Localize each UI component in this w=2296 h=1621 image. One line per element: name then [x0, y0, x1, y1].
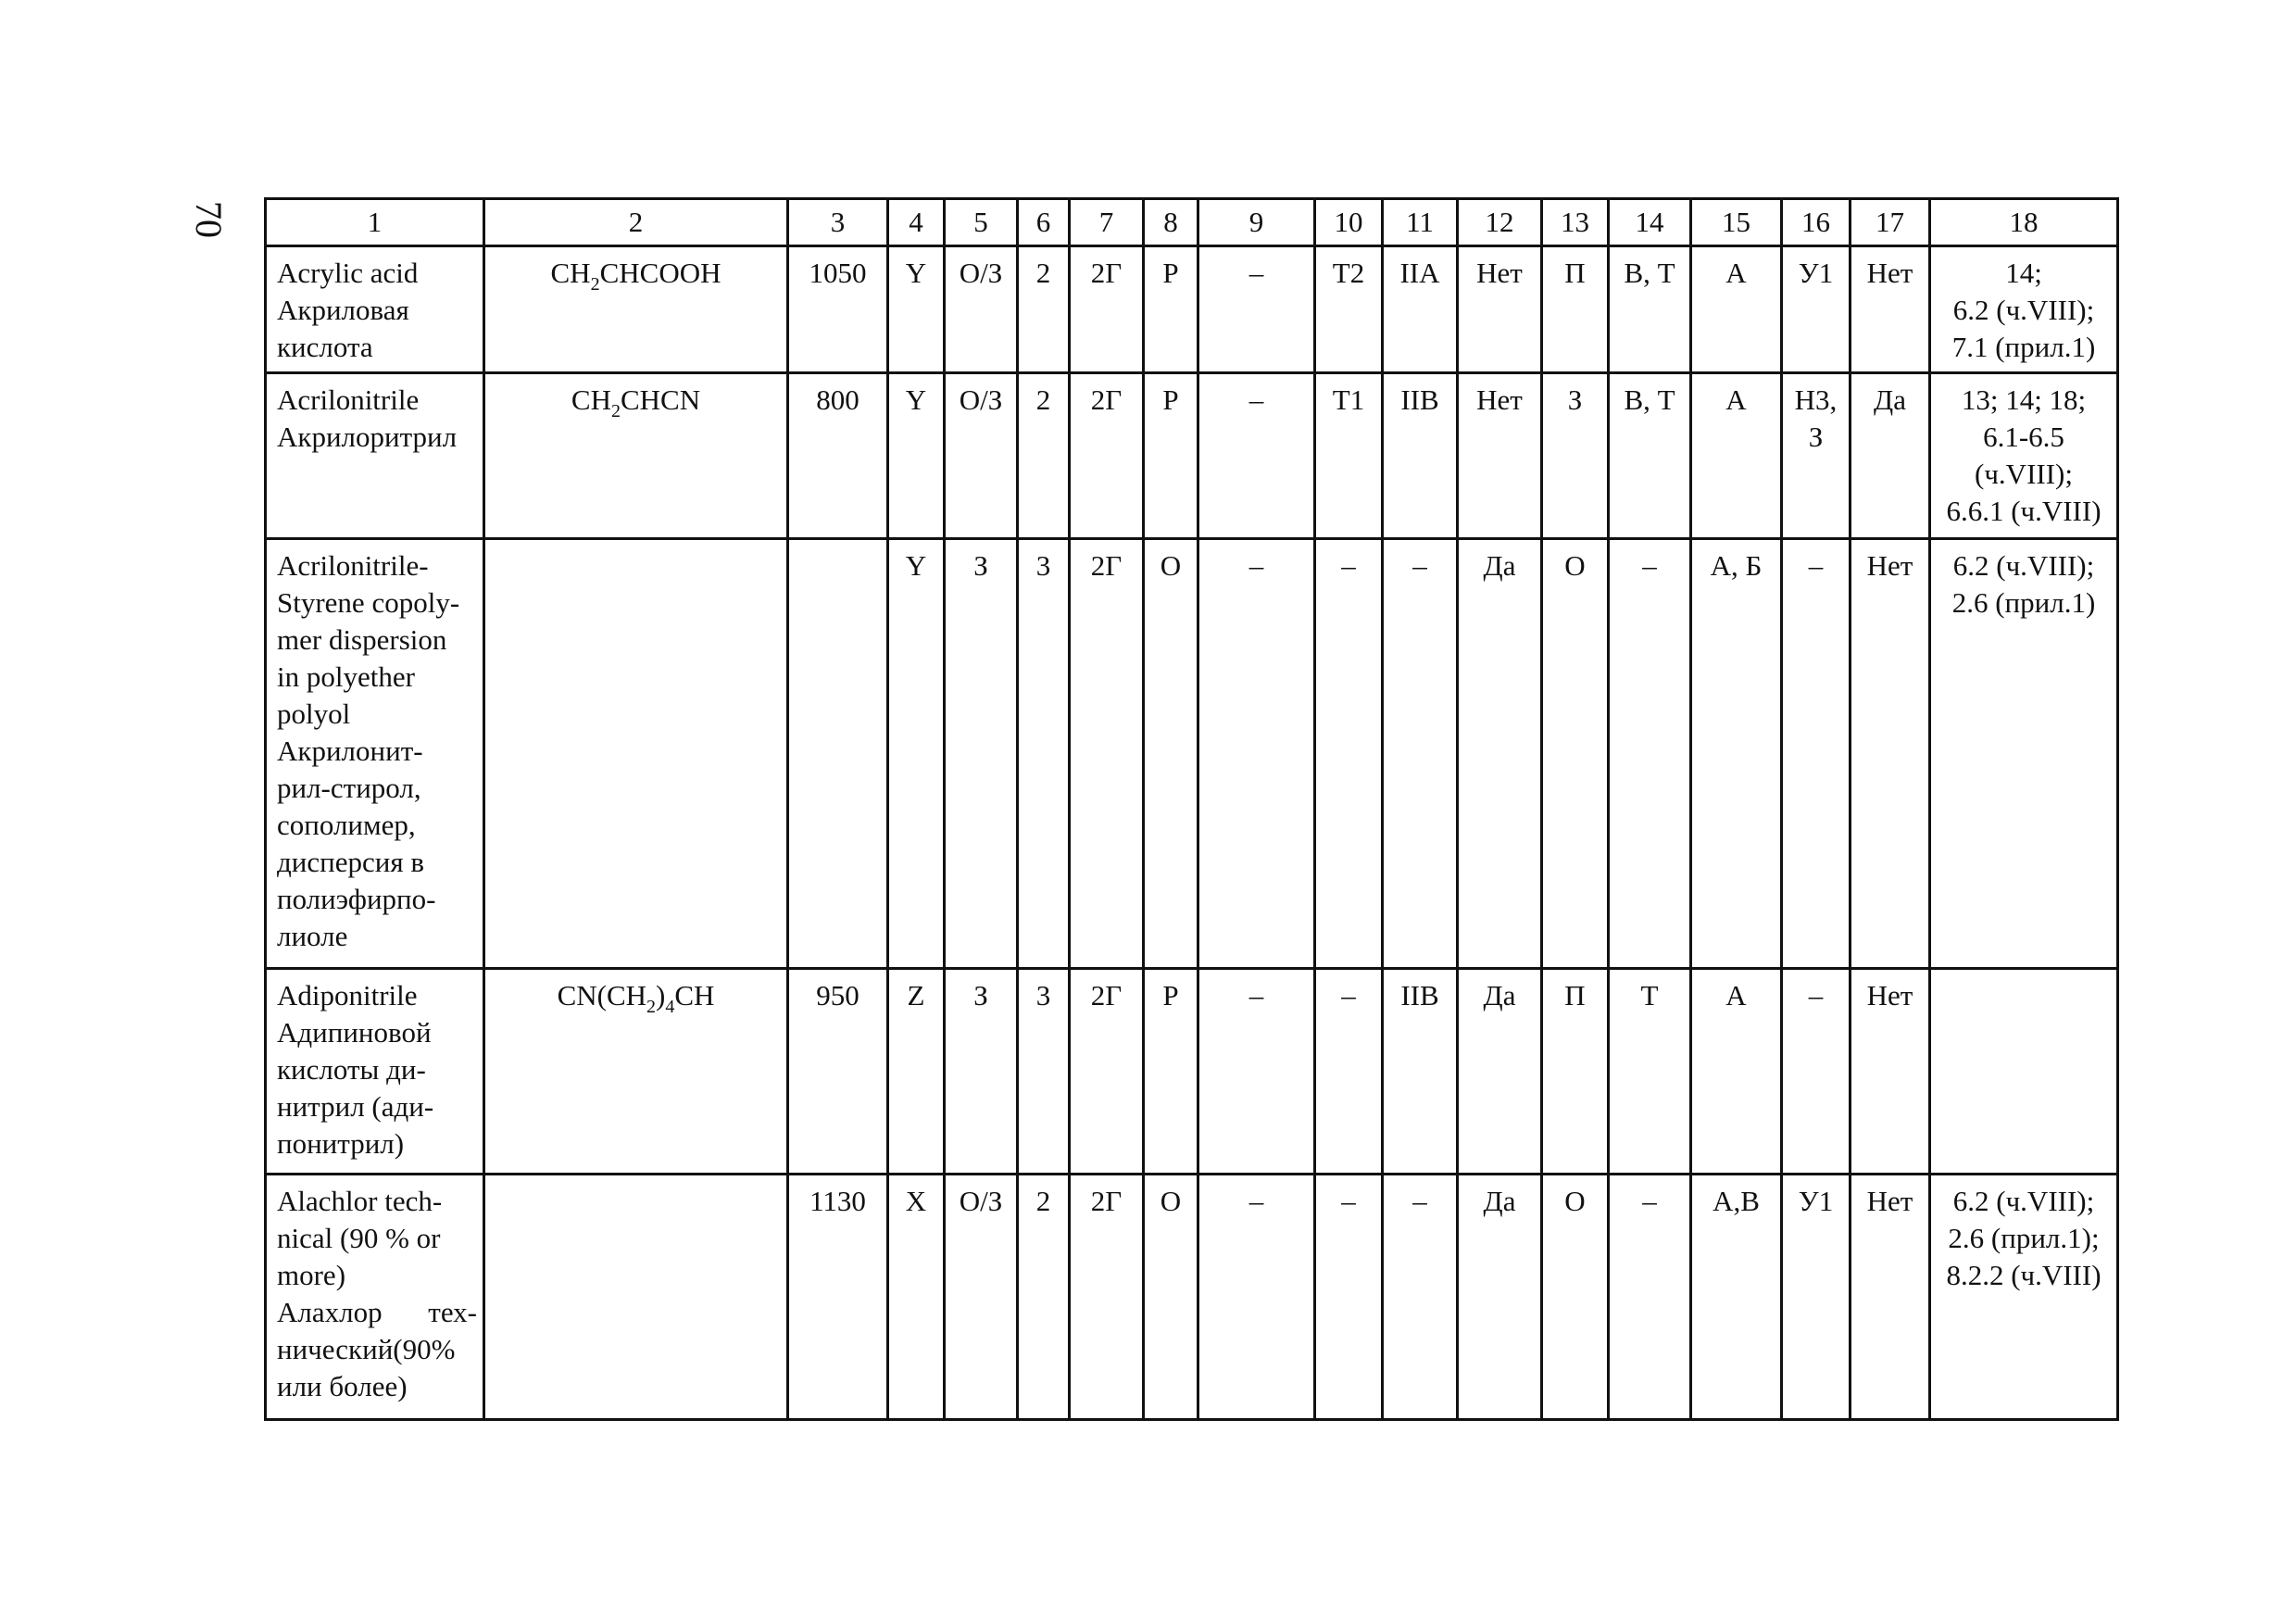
table-cell: – [1198, 246, 1315, 373]
table-cell: Да [1458, 1175, 1542, 1420]
table-cell: У1 [1782, 246, 1851, 373]
table-cell: – [1198, 1175, 1315, 1420]
name-line: Адипиновой [277, 1016, 432, 1049]
table-cell: А, Б [1691, 539, 1782, 969]
name-line: сополимер, [277, 809, 416, 841]
table-cell: А [1691, 373, 1782, 539]
table-cell: Y [888, 539, 945, 969]
table-cell: З [945, 539, 1018, 969]
column-header: 5 [945, 199, 1018, 246]
table-cell: Нет [1458, 373, 1542, 539]
table-cell: 800 [788, 373, 888, 539]
references-cell [1930, 969, 2118, 1175]
page-number: 70 [188, 201, 230, 238]
table-cell: О/З [945, 1175, 1018, 1420]
column-header: 1 [266, 199, 484, 246]
substance-name [266, 539, 484, 969]
column-header: 17 [1851, 199, 1930, 246]
table-cell: 3 [1018, 539, 1070, 969]
table-cell: Р [1144, 246, 1198, 373]
table-cell: 3 [1018, 969, 1070, 1175]
name-line: Алахлор тех- [277, 1296, 477, 1328]
chemical-formula [484, 1175, 788, 1420]
name-line: или более) [277, 1370, 408, 1402]
table-row [266, 1175, 2118, 1420]
table-cell [788, 539, 888, 969]
name-line: рил-стирол, [277, 772, 421, 804]
name-line: in polyether [277, 660, 415, 693]
name-line: Акриловая [277, 294, 409, 326]
table-cell: IIB [1383, 969, 1458, 1175]
table-cell: В, Т [1609, 373, 1691, 539]
chemical-formula [484, 539, 788, 969]
column-header: 8 [1144, 199, 1198, 246]
name-line: нитрил (ади- [277, 1090, 434, 1123]
name-line: дисперсия в [277, 846, 424, 878]
name-line: more) [277, 1259, 346, 1291]
table-cell: А [1691, 969, 1782, 1175]
column-header: 14 [1609, 199, 1691, 246]
table-cell: Р [1144, 969, 1198, 1175]
column-header: 7 [1070, 199, 1144, 246]
table-cell: Т1 [1315, 373, 1383, 539]
table-cell: Да [1458, 539, 1542, 969]
name-line: кислоты ди- [277, 1053, 426, 1086]
chemical-formula: $CN(CH_2)_4CH$ [484, 969, 788, 1175]
table-cell: Нет [1458, 246, 1542, 373]
chemical-formula: $CH_2CHCOOH$ [484, 246, 788, 373]
table-cell: – [1198, 969, 1315, 1175]
name-line: nical (90 % or [277, 1222, 441, 1254]
table-cell: А [1691, 246, 1782, 373]
table-cell: А,В [1691, 1175, 1782, 1420]
substance-name [266, 246, 484, 373]
table-cell: Z [888, 969, 945, 1175]
column-header: 9 [1198, 199, 1315, 246]
table-cell: 2 [1018, 246, 1070, 373]
column-header: 18 [1930, 199, 2118, 246]
table-cell: О/З [945, 373, 1018, 539]
name-line: кислота [277, 331, 373, 363]
table-cell: З [1542, 373, 1609, 539]
column-header: 3 [788, 199, 888, 246]
table-cell: О [1144, 1175, 1198, 1420]
table-cell: Нет [1851, 246, 1930, 373]
table-cell: Р [1144, 373, 1198, 539]
column-header: 13 [1542, 199, 1609, 246]
name-line: polyol [277, 697, 351, 730]
table-cell: З [945, 969, 1018, 1175]
name-line: Styrene copoly- [277, 586, 460, 619]
table-cell: IIB [1383, 373, 1458, 539]
name-line: Acrylic acid [277, 257, 419, 289]
table-row [266, 539, 2118, 969]
column-header: 4 [888, 199, 945, 246]
table-cell: X [888, 1175, 945, 1420]
table-cell: – [1198, 539, 1315, 969]
table-row [266, 246, 2118, 373]
table-cell: 950 [788, 969, 888, 1175]
chemical-formula: $CH_2CHCN$ [484, 373, 788, 539]
name-line: Acrilonitrile- [277, 549, 429, 582]
column-header: 10 [1315, 199, 1383, 246]
column-header: 12 [1458, 199, 1542, 246]
name-line: полиэфирпо- [277, 883, 436, 915]
table-row [266, 373, 2118, 539]
table-cell: Y [888, 246, 945, 373]
cargo-table [264, 197, 2119, 1421]
name-line: Acrilonitrile [277, 383, 420, 416]
substance-name [266, 373, 484, 539]
name-line: нический(90% [277, 1333, 456, 1365]
name-line: Alachlor tech- [277, 1185, 443, 1217]
substance-name [266, 969, 484, 1175]
table-cell: У1 [1782, 1175, 1851, 1420]
table-cell: 1130 [788, 1175, 888, 1420]
name-line: Акрилоритрил [277, 421, 458, 453]
column-header: 16 [1782, 199, 1851, 246]
table-cell: Н3, З [1782, 373, 1851, 539]
table-cell: О [1542, 1175, 1609, 1420]
table-cell: В, Т [1609, 246, 1691, 373]
table-cell: 2Г [1070, 1175, 1144, 1420]
table-cell: О [1144, 539, 1198, 969]
table-cell: О [1542, 539, 1609, 969]
table-cell: – [1315, 1175, 1383, 1420]
references-cell: 13; 14; 18; 6.1-6.5 (ч.VIII); 6.6.1 (ч.VIII) [1930, 373, 2118, 539]
name-line: mer dispersion [277, 623, 447, 656]
table-cell: 2Г [1070, 373, 1144, 539]
column-header: 11 [1383, 199, 1458, 246]
name-line: лиоле [277, 920, 348, 952]
name-line: Акрилонит- [277, 735, 423, 767]
column-header: 6 [1018, 199, 1070, 246]
table-cell: 2 [1018, 1175, 1070, 1420]
table-cell: Да [1851, 373, 1930, 539]
table-cell: 2Г [1070, 969, 1144, 1175]
table-cell: – [1782, 969, 1851, 1175]
table-cell: П [1542, 246, 1609, 373]
table-cell: – [1315, 539, 1383, 969]
table-row [266, 969, 2118, 1175]
substance-name [266, 1175, 484, 1420]
table-cell: П [1542, 969, 1609, 1175]
table-cell: Нет [1851, 969, 1930, 1175]
table-cell: 2 [1018, 373, 1070, 539]
table-cell: – [1782, 539, 1851, 969]
table-cell: – [1609, 1175, 1691, 1420]
table-cell: – [1383, 1175, 1458, 1420]
references-cell: 6.2 (ч.VIII); 2.6 (прил.1) [1930, 539, 2118, 969]
table-cell: – [1383, 539, 1458, 969]
table-cell: – [1315, 969, 1383, 1175]
table-cell: – [1198, 373, 1315, 539]
column-header: 15 [1691, 199, 1782, 246]
references-cell: 14; 6.2 (ч.VIII); 7.1 (прил.1) [1930, 246, 2118, 373]
table-cell: IIA [1383, 246, 1458, 373]
table-cell: Т [1609, 969, 1691, 1175]
table-cell: – [1609, 539, 1691, 969]
table-cell: Да [1458, 969, 1542, 1175]
table-cell: 2Г [1070, 246, 1144, 373]
references-cell: 6.2 (ч.VIII); 2.6 (прил.1); 8.2.2 (ч.VIII) [1930, 1175, 2118, 1420]
column-header: 2 [484, 199, 788, 246]
table-cell: Нет [1851, 539, 1930, 969]
table-cell: Y [888, 373, 945, 539]
table-cell: Нет [1851, 1175, 1930, 1420]
table-cell: О/З [945, 246, 1018, 373]
name-line: Adiponitrile [277, 979, 418, 1012]
header-row [266, 199, 2118, 246]
name-line: понитрил) [277, 1127, 405, 1160]
table-cell: 2Г [1070, 539, 1144, 969]
table-cell: Т2 [1315, 246, 1383, 373]
table-cell: 1050 [788, 246, 888, 373]
